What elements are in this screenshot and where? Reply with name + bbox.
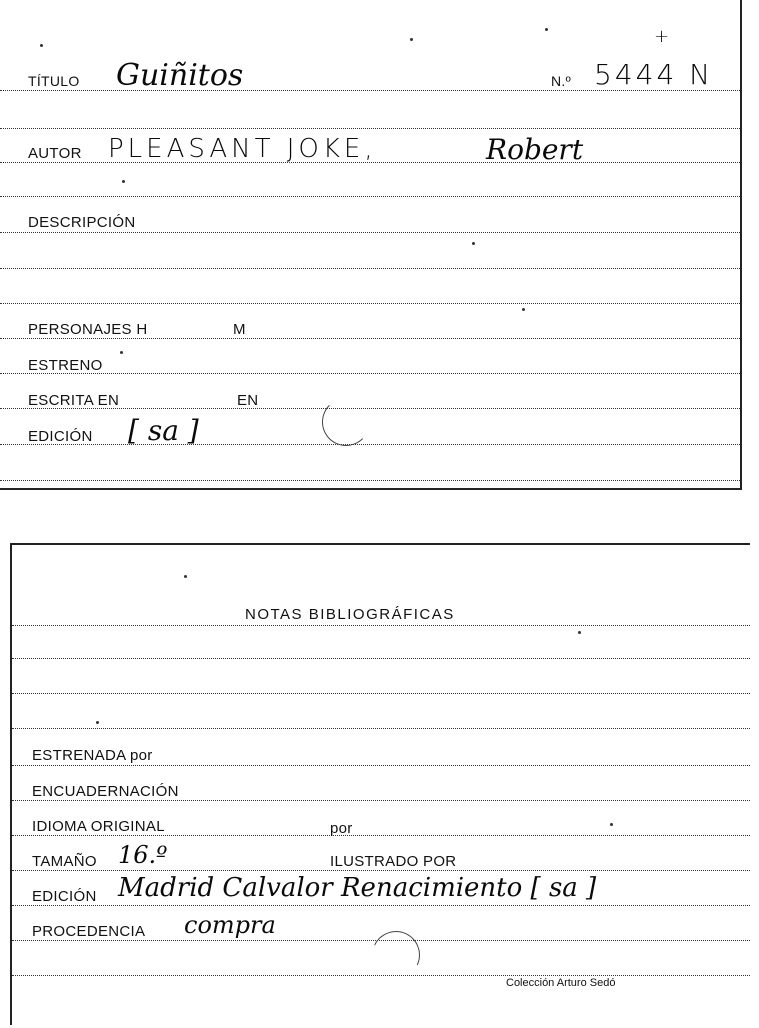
- speck: [40, 44, 43, 47]
- speck: [120, 351, 123, 354]
- speck: [122, 180, 125, 183]
- rule-line: [0, 268, 740, 269]
- stamp-mark: [322, 398, 370, 446]
- en-label: EN: [237, 392, 259, 409]
- titulo-label: TÍTULO: [28, 73, 80, 89]
- por-label: por: [330, 820, 353, 837]
- speck: [545, 28, 548, 31]
- coleccion-footer: Colección Arturo Sedó: [506, 977, 616, 989]
- numero-value: 5444 N: [594, 58, 714, 91]
- edicion-value: Madrid Calvalor Renacimiento [ sa ]: [118, 873, 597, 903]
- rule-line: [12, 835, 750, 836]
- rule-line: [12, 905, 750, 906]
- edicion-label: EDICIÓN: [32, 888, 97, 905]
- tamano-label: TAMAÑO: [32, 853, 97, 870]
- rule-line: [12, 800, 750, 801]
- notas-title: NOTAS BIBLIOGRÁFICAS: [245, 606, 455, 623]
- procedencia-label: PROCEDENCIA: [32, 923, 146, 940]
- encuadernacion-label: ENCUADERNACIÓN: [32, 783, 179, 800]
- tamano-value: 16.º: [118, 841, 168, 869]
- speck: [522, 308, 525, 311]
- rule-line: [0, 338, 740, 339]
- rule-line: [0, 444, 740, 445]
- speck: [184, 575, 187, 578]
- rule-line: [12, 975, 750, 976]
- speck: [610, 823, 613, 826]
- idioma-label: IDIOMA ORIGINAL: [32, 818, 165, 835]
- rule-line: [0, 303, 740, 304]
- edicion-label: EDICIÓN: [28, 428, 93, 445]
- rule-line: [12, 728, 750, 729]
- personajes-label: PERSONAJES H: [28, 321, 148, 338]
- rule-line: [12, 693, 750, 694]
- speck: [472, 242, 475, 245]
- stamp-mark: [365, 924, 427, 986]
- rule-line: [12, 870, 750, 871]
- numero-label: N.º: [551, 73, 572, 89]
- rule-line: [12, 765, 750, 766]
- estrenada-label: ESTRENADA por: [32, 747, 153, 764]
- edicion-value: [ sa ]: [128, 414, 199, 447]
- speck: [96, 721, 99, 724]
- descripcion-label: DESCRIPCIÓN: [28, 214, 136, 231]
- rule-line: [0, 196, 740, 197]
- titulo-value: Guiñitos: [116, 58, 244, 93]
- autor-label: AUTOR: [28, 145, 82, 162]
- speck: [410, 38, 413, 41]
- rule-line: [0, 480, 740, 481]
- rule-line: [12, 625, 750, 626]
- rule-line: [0, 232, 740, 233]
- rule-line: [12, 658, 750, 659]
- rule-line: [0, 373, 740, 374]
- estreno-label: ESTRENO: [28, 357, 103, 374]
- ilustrado-label: ILUSTRADO POR: [330, 853, 457, 870]
- procedencia-value: compra: [184, 911, 276, 939]
- personajes-m-label: M: [233, 321, 246, 338]
- catalog-card-top: [0, 0, 742, 490]
- escrita-en-label: ESCRITA EN: [28, 392, 120, 409]
- catalog-card-bottom: [10, 543, 750, 1025]
- speck: [578, 631, 581, 634]
- plus-mark: +: [654, 26, 670, 47]
- rule-line: [0, 128, 740, 129]
- autor-value-caps: PLEASANT JOKE,: [108, 134, 377, 164]
- autor-value-name: Robert: [486, 133, 584, 166]
